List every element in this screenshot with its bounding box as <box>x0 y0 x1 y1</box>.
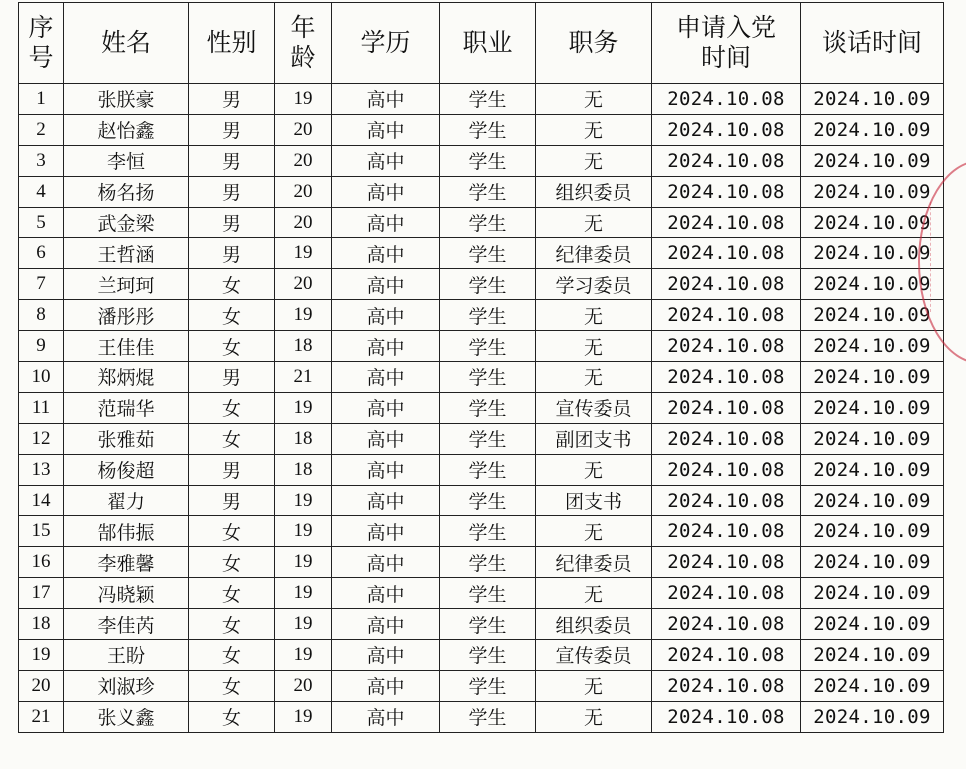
cell-education: 高中 <box>332 670 440 701</box>
table-row <box>19 516 944 547</box>
cell-position: 组织委员 <box>536 176 652 207</box>
cell-position: 无 <box>536 670 652 701</box>
cell-index: 8 <box>19 300 64 331</box>
cell-education: 高中 <box>332 84 440 115</box>
cell-apply-time: 2024.10.08 <box>652 269 801 300</box>
cell-position: 无 <box>536 362 652 393</box>
cell-age: 18 <box>275 423 332 454</box>
cell-position: 无 <box>536 114 652 145</box>
cell-education: 高中 <box>332 145 440 176</box>
cell-gender: 女 <box>189 701 275 732</box>
cell-talk-time: 2024.10.09 <box>801 145 944 176</box>
cell-position: 学习委员 <box>536 269 652 300</box>
table-row <box>19 362 944 393</box>
cell-talk-time: 2024.10.09 <box>801 609 944 640</box>
header-apply-time <box>652 3 801 84</box>
cell-name: 潘彤彤 <box>64 300 189 331</box>
cell-occupation: 学生 <box>440 300 536 331</box>
cell-gender: 男 <box>189 114 275 145</box>
cell-gender: 男 <box>189 485 275 516</box>
cell-age: 19 <box>275 392 332 423</box>
cell-age: 20 <box>275 114 332 145</box>
cell-gender: 女 <box>189 578 275 609</box>
cell-gender: 男 <box>189 145 275 176</box>
cell-apply-time: 2024.10.08 <box>652 176 801 207</box>
cell-talk-time: 2024.10.09 <box>801 454 944 485</box>
table-row <box>19 145 944 176</box>
table-row <box>19 547 944 578</box>
cell-position: 无 <box>536 300 652 331</box>
cell-position: 无 <box>536 578 652 609</box>
cell-index: 7 <box>19 269 64 300</box>
table-row <box>19 114 944 145</box>
cell-name: 李雅馨 <box>64 547 189 578</box>
cell-apply-time: 2024.10.08 <box>652 145 801 176</box>
cell-apply-time: 2024.10.08 <box>652 516 801 547</box>
cell-occupation: 学生 <box>440 670 536 701</box>
cell-position: 纪律委员 <box>536 547 652 578</box>
cell-apply-time: 2024.10.08 <box>652 547 801 578</box>
cell-name: 范瑞华 <box>64 392 189 423</box>
cell-apply-time: 2024.10.08 <box>652 423 801 454</box>
cell-apply-time: 2024.10.08 <box>652 485 801 516</box>
cell-index: 20 <box>19 670 64 701</box>
cell-talk-time: 2024.10.09 <box>801 640 944 671</box>
header-education: 学历 <box>332 3 440 84</box>
cell-education: 高中 <box>332 331 440 362</box>
header-age <box>275 3 332 84</box>
cell-talk-time: 2024.10.09 <box>801 701 944 732</box>
cell-gender: 女 <box>189 547 275 578</box>
cell-gender: 男 <box>189 176 275 207</box>
cell-talk-time: 2024.10.09 <box>801 84 944 115</box>
header-text-age: 年 龄 <box>290 13 316 72</box>
cell-education: 高中 <box>332 578 440 609</box>
cell-age: 20 <box>275 269 332 300</box>
cell-education: 高中 <box>332 701 440 732</box>
header-text-index: 序 号 <box>28 13 54 72</box>
cell-age: 19 <box>275 640 332 671</box>
table-row <box>19 454 944 485</box>
cell-apply-time: 2024.10.08 <box>652 578 801 609</box>
cell-talk-time: 2024.10.09 <box>801 176 944 207</box>
cell-index: 6 <box>19 238 64 269</box>
header-text-apply-time: 申请入党 时间 <box>675 13 776 72</box>
cell-gender: 女 <box>189 423 275 454</box>
cell-talk-time: 2024.10.09 <box>801 238 944 269</box>
cell-index: 14 <box>19 485 64 516</box>
cell-talk-time: 2024.10.09 <box>801 516 944 547</box>
cell-index: 5 <box>19 207 64 238</box>
cell-name: 兰珂珂 <box>64 269 189 300</box>
cell-occupation: 学生 <box>440 454 536 485</box>
cell-name: 王哲涵 <box>64 238 189 269</box>
cell-occupation: 学生 <box>440 145 536 176</box>
cell-education: 高中 <box>332 392 440 423</box>
cell-index: 4 <box>19 176 64 207</box>
header-position: 职务 <box>536 3 652 84</box>
cell-education: 高中 <box>332 114 440 145</box>
cell-name: 郜伟振 <box>64 516 189 547</box>
cell-occupation: 学生 <box>440 701 536 732</box>
cell-talk-time: 2024.10.09 <box>801 670 944 701</box>
cell-occupation: 学生 <box>440 269 536 300</box>
cell-name: 刘淑珍 <box>64 670 189 701</box>
cell-position: 宣传委员 <box>536 640 652 671</box>
table-row <box>19 84 944 115</box>
cell-name: 武金梁 <box>64 207 189 238</box>
cell-apply-time: 2024.10.08 <box>652 362 801 393</box>
cell-age: 20 <box>275 670 332 701</box>
cell-occupation: 学生 <box>440 114 536 145</box>
table-row <box>19 640 944 671</box>
cell-education: 高中 <box>332 300 440 331</box>
cell-apply-time: 2024.10.08 <box>652 84 801 115</box>
cell-age: 19 <box>275 547 332 578</box>
cell-index: 11 <box>19 392 64 423</box>
cell-occupation: 学生 <box>440 423 536 454</box>
cell-age: 19 <box>275 238 332 269</box>
cell-apply-time: 2024.10.08 <box>652 207 801 238</box>
cell-occupation: 学生 <box>440 362 536 393</box>
cell-name: 郑炳焜 <box>64 362 189 393</box>
cell-apply-time: 2024.10.08 <box>652 701 801 732</box>
cell-education: 高中 <box>332 640 440 671</box>
cell-age: 19 <box>275 578 332 609</box>
cell-apply-time: 2024.10.08 <box>652 392 801 423</box>
cell-name: 杨名扬 <box>64 176 189 207</box>
table-row <box>19 485 944 516</box>
cell-apply-time: 2024.10.08 <box>652 609 801 640</box>
cell-name: 赵怡鑫 <box>64 114 189 145</box>
cell-index: 13 <box>19 454 64 485</box>
cell-occupation: 学生 <box>440 609 536 640</box>
cell-gender: 男 <box>189 207 275 238</box>
cell-gender: 男 <box>189 84 275 115</box>
cell-position: 无 <box>536 207 652 238</box>
cell-education: 高中 <box>332 362 440 393</box>
cell-age: 19 <box>275 609 332 640</box>
cell-apply-time: 2024.10.08 <box>652 331 801 362</box>
cell-gender: 男 <box>189 454 275 485</box>
cell-education: 高中 <box>332 269 440 300</box>
cell-education: 高中 <box>332 176 440 207</box>
cell-position: 团支书 <box>536 485 652 516</box>
cell-apply-time: 2024.10.08 <box>652 454 801 485</box>
cell-education: 高中 <box>332 454 440 485</box>
cell-index: 10 <box>19 362 64 393</box>
cell-occupation: 学生 <box>440 578 536 609</box>
cell-occupation: 学生 <box>440 238 536 269</box>
cell-name: 翟力 <box>64 485 189 516</box>
cell-index: 12 <box>19 423 64 454</box>
cell-apply-time: 2024.10.08 <box>652 238 801 269</box>
cell-talk-time: 2024.10.09 <box>801 485 944 516</box>
roster-body <box>19 84 944 733</box>
cell-talk-time: 2024.10.09 <box>801 362 944 393</box>
cell-index: 9 <box>19 331 64 362</box>
cell-occupation: 学生 <box>440 516 536 547</box>
header-row <box>19 3 944 84</box>
cell-apply-time: 2024.10.08 <box>652 300 801 331</box>
cell-education: 高中 <box>332 238 440 269</box>
cell-index: 16 <box>19 547 64 578</box>
cell-index: 17 <box>19 578 64 609</box>
cell-position: 副团支书 <box>536 423 652 454</box>
cell-position: 组织委员 <box>536 609 652 640</box>
cell-age: 19 <box>275 701 332 732</box>
cell-gender: 女 <box>189 331 275 362</box>
cell-name: 张雅茹 <box>64 423 189 454</box>
table-row <box>19 238 944 269</box>
table-row <box>19 423 944 454</box>
cell-gender: 男 <box>189 238 275 269</box>
cell-name: 张朕豪 <box>64 84 189 115</box>
cell-position: 无 <box>536 701 652 732</box>
cell-education: 高中 <box>332 609 440 640</box>
cell-talk-time: 2024.10.09 <box>801 300 944 331</box>
table-row <box>19 670 944 701</box>
cell-talk-time: 2024.10.09 <box>801 423 944 454</box>
cell-index: 21 <box>19 701 64 732</box>
cell-education: 高中 <box>332 485 440 516</box>
cell-occupation: 学生 <box>440 485 536 516</box>
cell-index: 18 <box>19 609 64 640</box>
cell-occupation: 学生 <box>440 84 536 115</box>
cell-age: 20 <box>275 207 332 238</box>
cell-age: 19 <box>275 84 332 115</box>
table-row <box>19 176 944 207</box>
cell-apply-time: 2024.10.08 <box>652 640 801 671</box>
cell-position: 宣传委员 <box>536 392 652 423</box>
cell-talk-time: 2024.10.09 <box>801 114 944 145</box>
table-row <box>19 207 944 238</box>
cell-name: 张义鑫 <box>64 701 189 732</box>
header-index <box>19 3 64 84</box>
cell-gender: 女 <box>189 640 275 671</box>
cell-occupation: 学生 <box>440 640 536 671</box>
cell-name: 王佳佳 <box>64 331 189 362</box>
cell-age: 18 <box>275 454 332 485</box>
cell-gender: 女 <box>189 300 275 331</box>
cell-talk-time: 2024.10.09 <box>801 392 944 423</box>
cell-talk-time: 2024.10.09 <box>801 269 944 300</box>
cell-apply-time: 2024.10.08 <box>652 114 801 145</box>
cell-age: 20 <box>275 145 332 176</box>
cell-apply-time: 2024.10.08 <box>652 670 801 701</box>
table-row <box>19 392 944 423</box>
cell-occupation: 学生 <box>440 176 536 207</box>
cell-index: 19 <box>19 640 64 671</box>
cell-index: 3 <box>19 145 64 176</box>
cell-talk-time: 2024.10.09 <box>801 547 944 578</box>
cell-gender: 女 <box>189 670 275 701</box>
cell-education: 高中 <box>332 516 440 547</box>
cell-name: 王盼 <box>64 640 189 671</box>
cell-education: 高中 <box>332 207 440 238</box>
cell-age: 21 <box>275 362 332 393</box>
cell-talk-time: 2024.10.09 <box>801 331 944 362</box>
cell-index: 15 <box>19 516 64 547</box>
header-name: 姓名 <box>64 3 189 84</box>
cell-position: 无 <box>536 145 652 176</box>
cell-position: 纪律委员 <box>536 238 652 269</box>
cell-index: 1 <box>19 84 64 115</box>
cell-gender: 女 <box>189 269 275 300</box>
header-talk-time: 谈话时间 <box>801 3 944 84</box>
cell-gender: 女 <box>189 516 275 547</box>
cell-gender: 女 <box>189 392 275 423</box>
cell-education: 高中 <box>332 423 440 454</box>
table-row <box>19 701 944 732</box>
table-row <box>19 300 944 331</box>
cell-index: 2 <box>19 114 64 145</box>
header-gender: 性别 <box>189 3 275 84</box>
cell-name: 杨俊超 <box>64 454 189 485</box>
table-row <box>19 269 944 300</box>
header-occupation: 职业 <box>440 3 536 84</box>
cell-age: 19 <box>275 300 332 331</box>
cell-talk-time: 2024.10.09 <box>801 207 944 238</box>
cell-name: 李恒 <box>64 145 189 176</box>
cell-position: 无 <box>536 331 652 362</box>
cell-age: 19 <box>275 485 332 516</box>
cell-age: 20 <box>275 176 332 207</box>
cell-position: 无 <box>536 454 652 485</box>
cell-talk-time: 2024.10.09 <box>801 578 944 609</box>
cell-age: 18 <box>275 331 332 362</box>
table-row <box>19 609 944 640</box>
cell-occupation: 学生 <box>440 392 536 423</box>
cell-gender: 男 <box>189 362 275 393</box>
cell-name: 冯晓颖 <box>64 578 189 609</box>
cell-gender: 女 <box>189 609 275 640</box>
cell-occupation: 学生 <box>440 331 536 362</box>
cell-age: 19 <box>275 516 332 547</box>
cell-education: 高中 <box>332 547 440 578</box>
table-row <box>19 331 944 362</box>
roster-table <box>18 2 944 733</box>
cell-occupation: 学生 <box>440 547 536 578</box>
cell-name: 李佳芮 <box>64 609 189 640</box>
cell-occupation: 学生 <box>440 207 536 238</box>
table-row <box>19 578 944 609</box>
cell-position: 无 <box>536 84 652 115</box>
cell-position: 无 <box>536 516 652 547</box>
